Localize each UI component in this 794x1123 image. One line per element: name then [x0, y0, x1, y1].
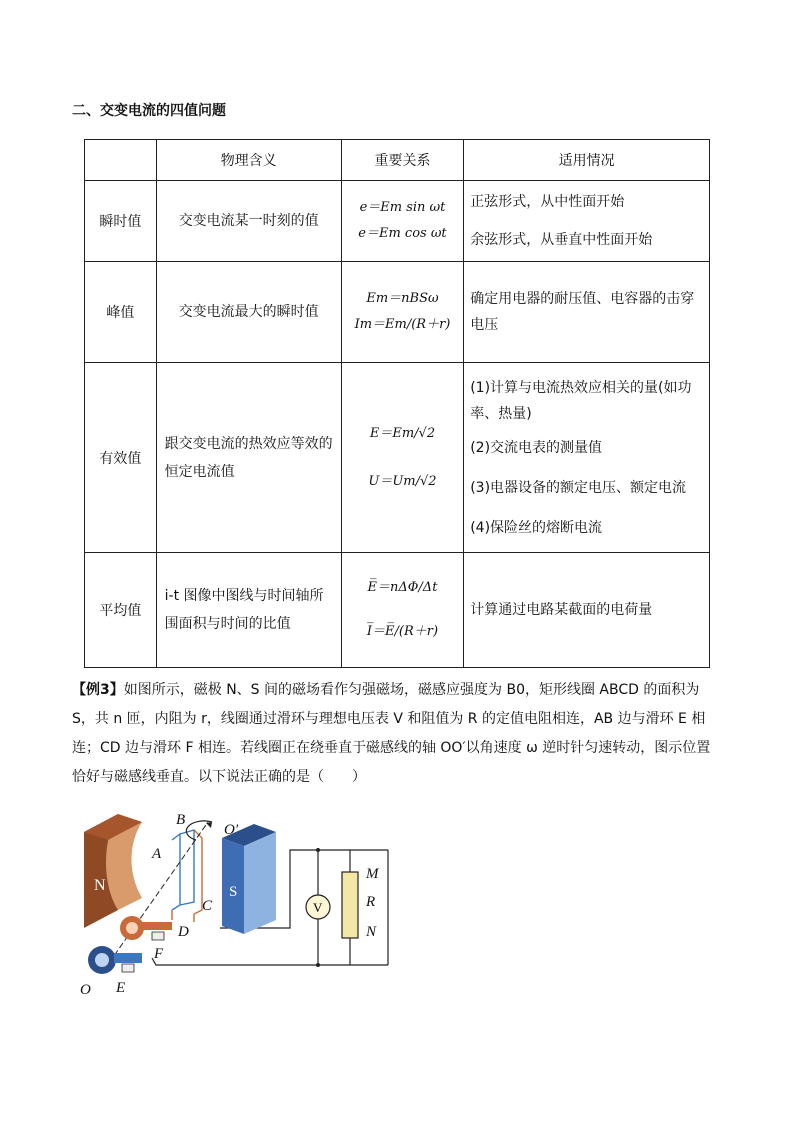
slip-ring-f [120, 916, 172, 940]
relation: Em＝nBSω [366, 291, 439, 306]
usage-line: 余弦形式，从垂直中性面开始 [470, 232, 653, 248]
label-n: N [366, 924, 377, 940]
south-pole-magnet [222, 824, 276, 934]
usage-line: 确定用电器的耐压值、电容器的击穿电压 [470, 291, 695, 333]
north-pole-magnet [84, 814, 142, 928]
relation: E＝Em/√2 [369, 425, 436, 441]
label-o-prime: O′ [224, 822, 239, 838]
table-row [85, 363, 710, 553]
coil-abcd [172, 830, 202, 922]
south-label: S [229, 884, 238, 900]
relation: I̅＝E̅/(R＋r) [366, 624, 439, 639]
row-meaning: i-t 图像中图线与时间轴所围面积与时间的比值 [156, 553, 341, 668]
header-cell: 物理含义 [156, 140, 341, 181]
row-usage [464, 262, 710, 363]
usage-line: 正弦形式，从中性面开始 [470, 194, 625, 210]
resistor [342, 872, 358, 938]
usage-line: (4)保险丝的熔断电流 [470, 519, 603, 536]
example-text: 如图所示，磁极 N、S 间的磁场看作匀强磁场，磁感应强度为 B0，矩形线圈 ABCD 的面积为 S，共 n 匝，内阻为 r，线圈通过滑环与理想电压表 V 和阻值为 R 的定值电阻相连，AB 边与滑环 E 相连；CD 边与滑环 F 相连。若线圈正在绕垂直于磁感线的轴 OO′以角速度 ω 逆时针匀速转动，图示位置恰好与磁感线垂直。以下说法正确的是（ ） [72, 682, 711, 785]
header-cell: 适用情况 [464, 140, 710, 181]
label-m: M [366, 866, 379, 882]
row-meaning: 交变电流最大的瞬时值 [156, 262, 341, 363]
relation: e＝Em cos ωt [358, 226, 447, 241]
row-relations [341, 553, 464, 668]
row-relations [341, 262, 464, 363]
example-question [72, 676, 722, 792]
section-title: 二、交变电流的四值问题 [72, 103, 226, 119]
generator-figure [72, 810, 402, 1000]
label-c: C [202, 898, 213, 914]
generator-diagram [72, 810, 402, 1000]
relation: e＝Em sin ωt [359, 200, 446, 215]
table-row [85, 181, 710, 262]
table-header-row [85, 140, 710, 181]
relation: E̅＝nΔΦ/Δt [367, 580, 438, 595]
junction-dot [316, 848, 320, 852]
table-row [85, 262, 710, 363]
usage-line: 计算通过电路某截面的电荷量 [470, 602, 653, 618]
label-a: A [152, 846, 162, 862]
usage-line: (1)计算与电流热效应相关的量(如功率、热量) [470, 379, 692, 422]
label-r: R [366, 894, 376, 910]
example-tag: 【例3】 [72, 682, 124, 698]
label-f: F [154, 946, 164, 962]
header-cell: 重要关系 [341, 140, 464, 181]
row-name: 峰值 [85, 262, 157, 363]
row-usage [464, 181, 710, 262]
row-relations [341, 181, 464, 262]
junction-dot [316, 963, 320, 967]
row-usage [464, 553, 710, 668]
label-d: D [178, 924, 189, 940]
arrowhead-icon [206, 822, 212, 828]
label-e: E [116, 980, 126, 996]
label-b: B [176, 812, 186, 828]
label-o: O [80, 982, 91, 998]
header-cell [85, 140, 157, 181]
north-label: N [94, 877, 106, 894]
table-row [85, 553, 710, 668]
usage-line: (3)电器设备的额定电压、额定电流 [470, 479, 687, 496]
relation: Im＝Em/(R＋r) [354, 317, 451, 332]
row-meaning: 跟交变电流的热效应等效的恒定电流值 [156, 363, 341, 553]
relation: U＝Um/√2 [368, 473, 437, 489]
voltmeter-label: V [313, 900, 323, 915]
row-name: 瞬时值 [85, 181, 157, 262]
row-name: 有效值 [85, 363, 157, 553]
usage-line: (2)交流电表的测量值 [470, 439, 603, 456]
row-relations [341, 363, 464, 553]
row-usage [464, 363, 710, 553]
row-name: 平均值 [85, 553, 157, 668]
four-values-table [84, 139, 710, 668]
row-meaning: 交变电流某一时刻的值 [156, 181, 341, 262]
slip-ring-e [88, 946, 142, 974]
